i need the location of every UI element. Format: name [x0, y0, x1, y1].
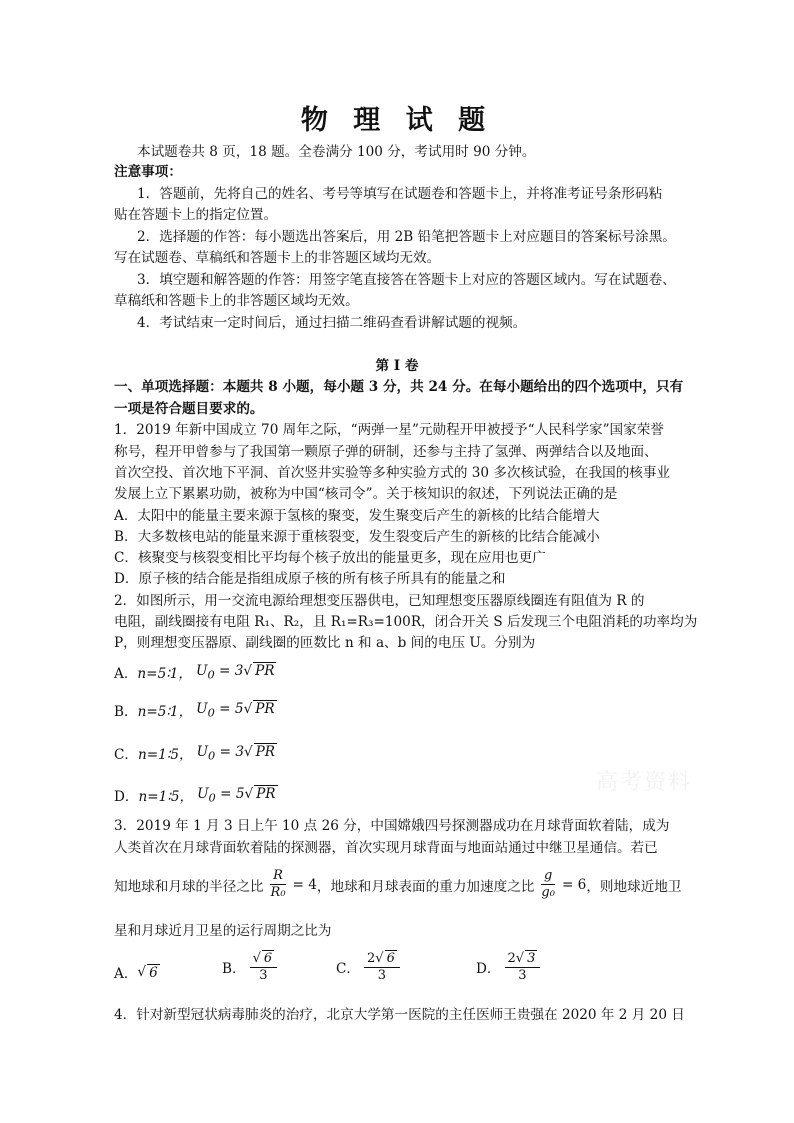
question-2-option-b: B． n=5∶1， $U_0 = 5√$ PR: [114, 701, 275, 720]
radius-ratio-fraction: $\frac{R}{\text{R₀}}$: [270, 868, 286, 900]
notice-line: 草稿纸和答题卡上的非答题区域均无效。: [114, 293, 359, 309]
question-3-option-c: C． $\frac{2√ 6}{3}$: [336, 950, 404, 984]
question-3-option-a: A． √ 6: [114, 964, 158, 982]
notice-line: 2．选择题的作答：每小题选出答案后，用 2B 铅笔把答题卡上对应题目的答案标号涂黑。: [137, 229, 676, 245]
notice-line: 1．答题前，先将自己的姓名、考号等填写在试题卷和答题卡上，并将准考证号条形码粘: [137, 186, 663, 202]
question-1-option-a: A．太阳中的能量主要来源于氢核的聚变，发生聚变后产生的新核的比结合能增大: [114, 508, 600, 524]
notice-line: 贴在答题卡上的指定位置。: [114, 207, 278, 223]
question-1-option-d: D．原子核的结合能是指组成原子核的所有核子所具有的能量之和: [114, 571, 506, 587]
question-1-text: 首次空投、首次地下平洞、首次竖井实验等多种实验方式的 30 多次核试验，在我国的核事业: [114, 465, 671, 481]
notice-heading: 注意事项：: [114, 164, 182, 180]
watermark: 高考资料: [596, 770, 693, 795]
question-2-text: P，则理想变压器原、副线圈的匝数比 n 和 a、b 间的电压 U。分别为: [114, 635, 536, 651]
question-3-text: 3．2019 年 1 月 3 日上午 10 点 26 分，中国嫦娥四号探测器成功在月球背面软着陆，成为: [114, 818, 670, 834]
question-2-text: 2．如图所示，用一交流电源给理想变压器供电，已知理想变压器原线圈连有阻值为 R 的: [114, 593, 645, 609]
question-1-text: 1．2019 年新中国成立 70 周年之际，“两弹一星”元勋程开甲被授予“人民科学家”国家荣誉: [114, 422, 664, 438]
notice-line: 写在试题卷、草稿纸和答题卡上的非答题区域均无效。: [114, 250, 441, 266]
question-4-text: 4．针对新型冠状病毒肺炎的治疗，北京大学第一医院的主任医师王贵强在 2020 年 2 月 20 日: [114, 1007, 685, 1023]
question-3-option-b: B． $\frac{√ 6}{3}$: [222, 950, 281, 984]
question-1-option-c: C．核聚变与核裂变相比平均每个核子放出的能量更多，现在应用也更广: [114, 550, 546, 566]
part-heading: 一、单项选择题：本题共 8 小题，每小题 3 分，共 24 分。在每小题给出的四个选项中，只有: [114, 379, 684, 395]
question-1-text: 称号，程开甲曾参与了我国第一颗原子弹的研制，还参与主持了氢弹、两弹结合以及地面、: [114, 444, 658, 460]
gravity-ratio-fraction: $\frac{g}{\text{g₀}}$: [541, 868, 555, 900]
part-heading: 一项是符合题目要求的。: [114, 401, 264, 417]
section-heading: 第 I 卷: [375, 358, 419, 374]
notice-line: 3．填空题和解答题的作答：用签字笔直接答在答题卡上对应的答题区域内。写在试题卷、: [137, 272, 676, 288]
notice-line: 4．考试结束一定时间后，通过扫描二维码查看讲解试题的视频。: [137, 315, 527, 331]
page-title: 物 理 试 题: [300, 105, 494, 136]
question-2-option-d: D． n=1∶5， $U_0 = 5√$ PR: [114, 786, 276, 805]
question-3-text: 人类首次在月球背面软着陆的探测器，首次实现月球背面与地面站通过中继卫星通信。若已: [114, 840, 658, 856]
question-1-text: 发展上立下累累功勋，被称为中国“核司令”。关于核知识的叙述，下列说法正确的是: [114, 486, 618, 502]
question-3-ratio-line: 知地球和月球的半径之比 $\frac{R}{\text{R₀}}$ = 4 ，地球和月球表面的重力加速度之比 $\frac{g}{\text{g₀}}$ = 6 ，则地球近地卫: [114, 868, 682, 900]
question-1-option-b: B．大多数核电站的能量来源于重核裂变，发生裂变后产生的新核的比结合能减小: [114, 529, 600, 545]
question-2-text: 电阻，副线圈接有电阻 R₁、R₂，且 R₁=R₃=100R，闭合开关 S 后发现三个电阻消耗的功率均为: [114, 614, 698, 630]
intro-text: 本试题卷共 8 页，18 题。全卷满分 100 分，考试用时 90 分钟。: [137, 144, 536, 160]
question-2-option-c: C． n=1∶5， $U_0 = 3√$ PR: [114, 744, 276, 763]
question-3-text: 星和月球近月卫星的运行周期之比为: [114, 923, 332, 939]
question-3-option-d: D． $\frac{2√ 3}{3}$: [476, 950, 544, 984]
question-2-option-a: A． n=5∶1， $U_0 = 3√$ PR: [114, 663, 275, 682]
